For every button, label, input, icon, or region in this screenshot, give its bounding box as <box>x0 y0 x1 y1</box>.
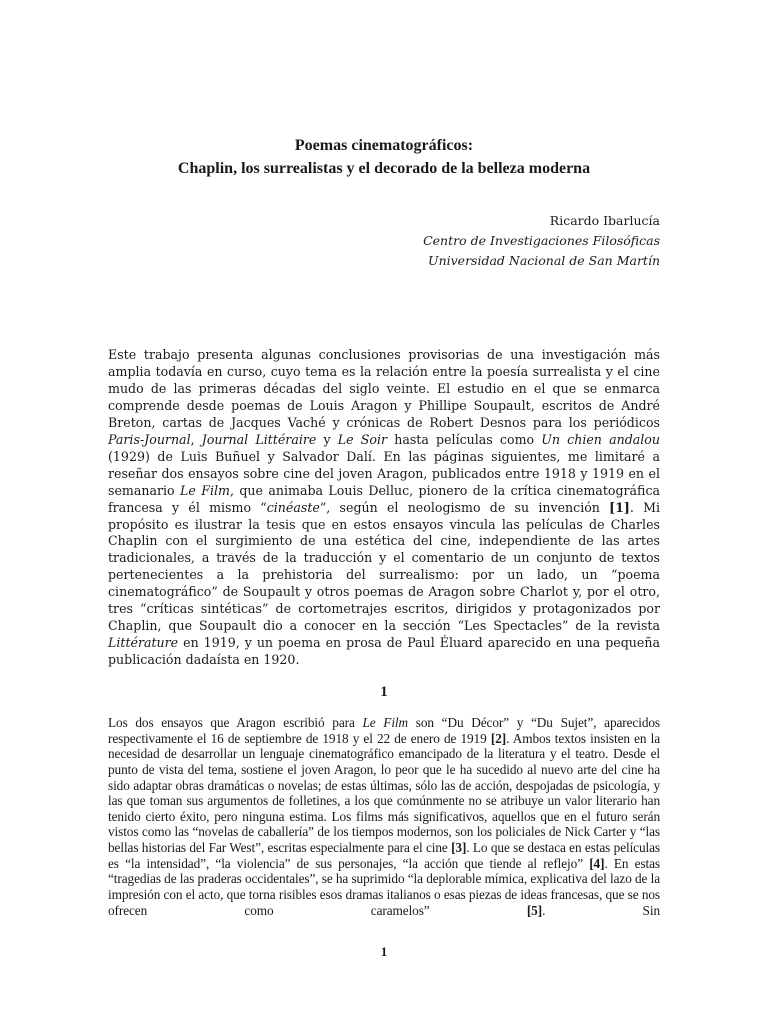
text-run: y <box>316 431 338 447</box>
title-line-2: Chaplin, los surrealistas y el decorado de la belleza moderna <box>177 160 591 177</box>
body-paragraph <box>108 715 660 918</box>
periodical-title: Le Film <box>180 482 230 498</box>
text-run: Este trabajo presenta algunas conclusiones provisorias de una investigación más amplia todavía en curso, cuyo tema es la relación entre la poesía surrealista y el cine mudo de las primeras décadas del siglo veinte. El estudio en el que se enmarca comprende desde poemas de Louis Aragon y Phillipe Soupault, escritos de André Breton, cartas de Jacques Vaché y crónicas de Robert Desnos para los periódicos <box>108 347 660 430</box>
author-affiliation-2: Universidad Nacional de San Martín <box>428 253 660 268</box>
film-title: Un chien andalou <box>541 431 660 447</box>
text-run: hasta películas como <box>387 431 542 447</box>
author-name: Ricardo Ibarlucía <box>549 213 660 228</box>
text-run: Los dos ensayos que Aragon escribió para <box>108 715 363 730</box>
author-affiliation-1: Centro de Investigaciones Filosóficas <box>423 233 660 248</box>
page-number: 1 <box>380 944 388 959</box>
text-run: . En estas “tragedias de las praderas occidentales”, se ha suprimido “la deplorable mímica, explicativa del lazo de la impresión con el acto, que torna risibles esos dramas italianos o esas piezas de ideas francesas, que se nos ofrecen como caramelos” <box>108 855 661 918</box>
periodical-title: Le Soir <box>337 431 388 447</box>
text-run: son “Du Décor” y “Du Sujet”, aparecidos respectivamente el 16 de septiembre de 1918 y el 22 de enero de 1919 <box>108 715 660 746</box>
abstract-paragraph <box>108 347 660 669</box>
title-line-1: Poemas cinematográficos: <box>294 137 474 154</box>
text-run: ”, según el neologismo de su invención <box>319 499 610 515</box>
page-title <box>108 134 660 180</box>
periodical-title: Littérature <box>108 635 179 651</box>
text-run: en 1919, y un poema en prosa de Paul Éluard aparecido en una pequeña publicación dadaísta en 1920. <box>108 635 660 668</box>
footnote-reference[interactable]: [4] <box>589 855 605 871</box>
periodical-title: Paris-Journal <box>108 431 191 447</box>
text-run: , <box>190 431 202 447</box>
periodical-title: Le Film <box>362 715 409 730</box>
author-block <box>423 211 660 271</box>
text-run: (1929) de Luis Buñuel y Salvador Dalí. En las páginas siguientes, me limitaré a reseñar dos ensayos sobre cine del joven Aragon, publicados entre 1918 y 1919 en el semanario <box>108 448 660 498</box>
periodical-title: Journal Littéraire <box>201 431 317 447</box>
text-run: . Lo que se destaca en estas películas es “la intensidad”, “la violencia” de sus personajes, “la acción que tiende al reflejo” <box>108 840 660 871</box>
text-run: , que animaba Louis Delluc, pionero de la crítica cinematográfica francesa y él mismo “ <box>108 482 661 515</box>
italic-term: cinéaste <box>266 499 320 515</box>
text-run: . Sin <box>542 902 660 918</box>
text-run: . Ambos textos insisten en la necesidad de desarrollar un lenguaje cinematográfico emancipado de la literatura y el teatro. Desde el punto de vista del tema, sostiene el joven Aragon, lo peor que le ha sucedido al nuevo arte del cine ha sido adaptar obras dramáticas o novelas; de estas últimas, sólo las de acción, despojadas de psicología, y las que toman sus argumentos de folletines, a los que comúnmente no se atribuye un valor literario han tenido cierto éxito, pero ninguna estima. Los films más significativos, aquellos que en el futuro serán vistos como las “novelas de caballería” de los tiempos modernos, son los policiales de Nick Carter y “las bellas historias del Far West”, escritas especialmente para el cine <box>108 730 660 855</box>
footnote-reference[interactable]: [3] <box>451 840 467 855</box>
footnote-reference[interactable]: [1] <box>609 499 630 515</box>
section-heading: 1 <box>380 684 388 700</box>
text-run: . Mi propósito es ilustrar la tesis que en estos ensayos vincula las películas de Charles Chaplin con el surgimiento de una estética del cine, independiente de las artes tradicionales, a través de la traducción y el comentario de un conjunto de textos pertenecientes a la prehistoria del surrealismo: por un lado, un “poema cinematográfico” de Soupault y otros poemas de Aragon sobre Charlot y, por el otro, tres “críticas sintéticas” de cortometrajes escritos, dirigidos y protagonizados por Chaplin, que Soupault dio a conocer en la sección “Les Spectacles” de la revista <box>108 499 661 634</box>
footnote-reference[interactable]: [5] <box>526 902 543 918</box>
footnote-reference[interactable]: [2] <box>490 730 507 746</box>
